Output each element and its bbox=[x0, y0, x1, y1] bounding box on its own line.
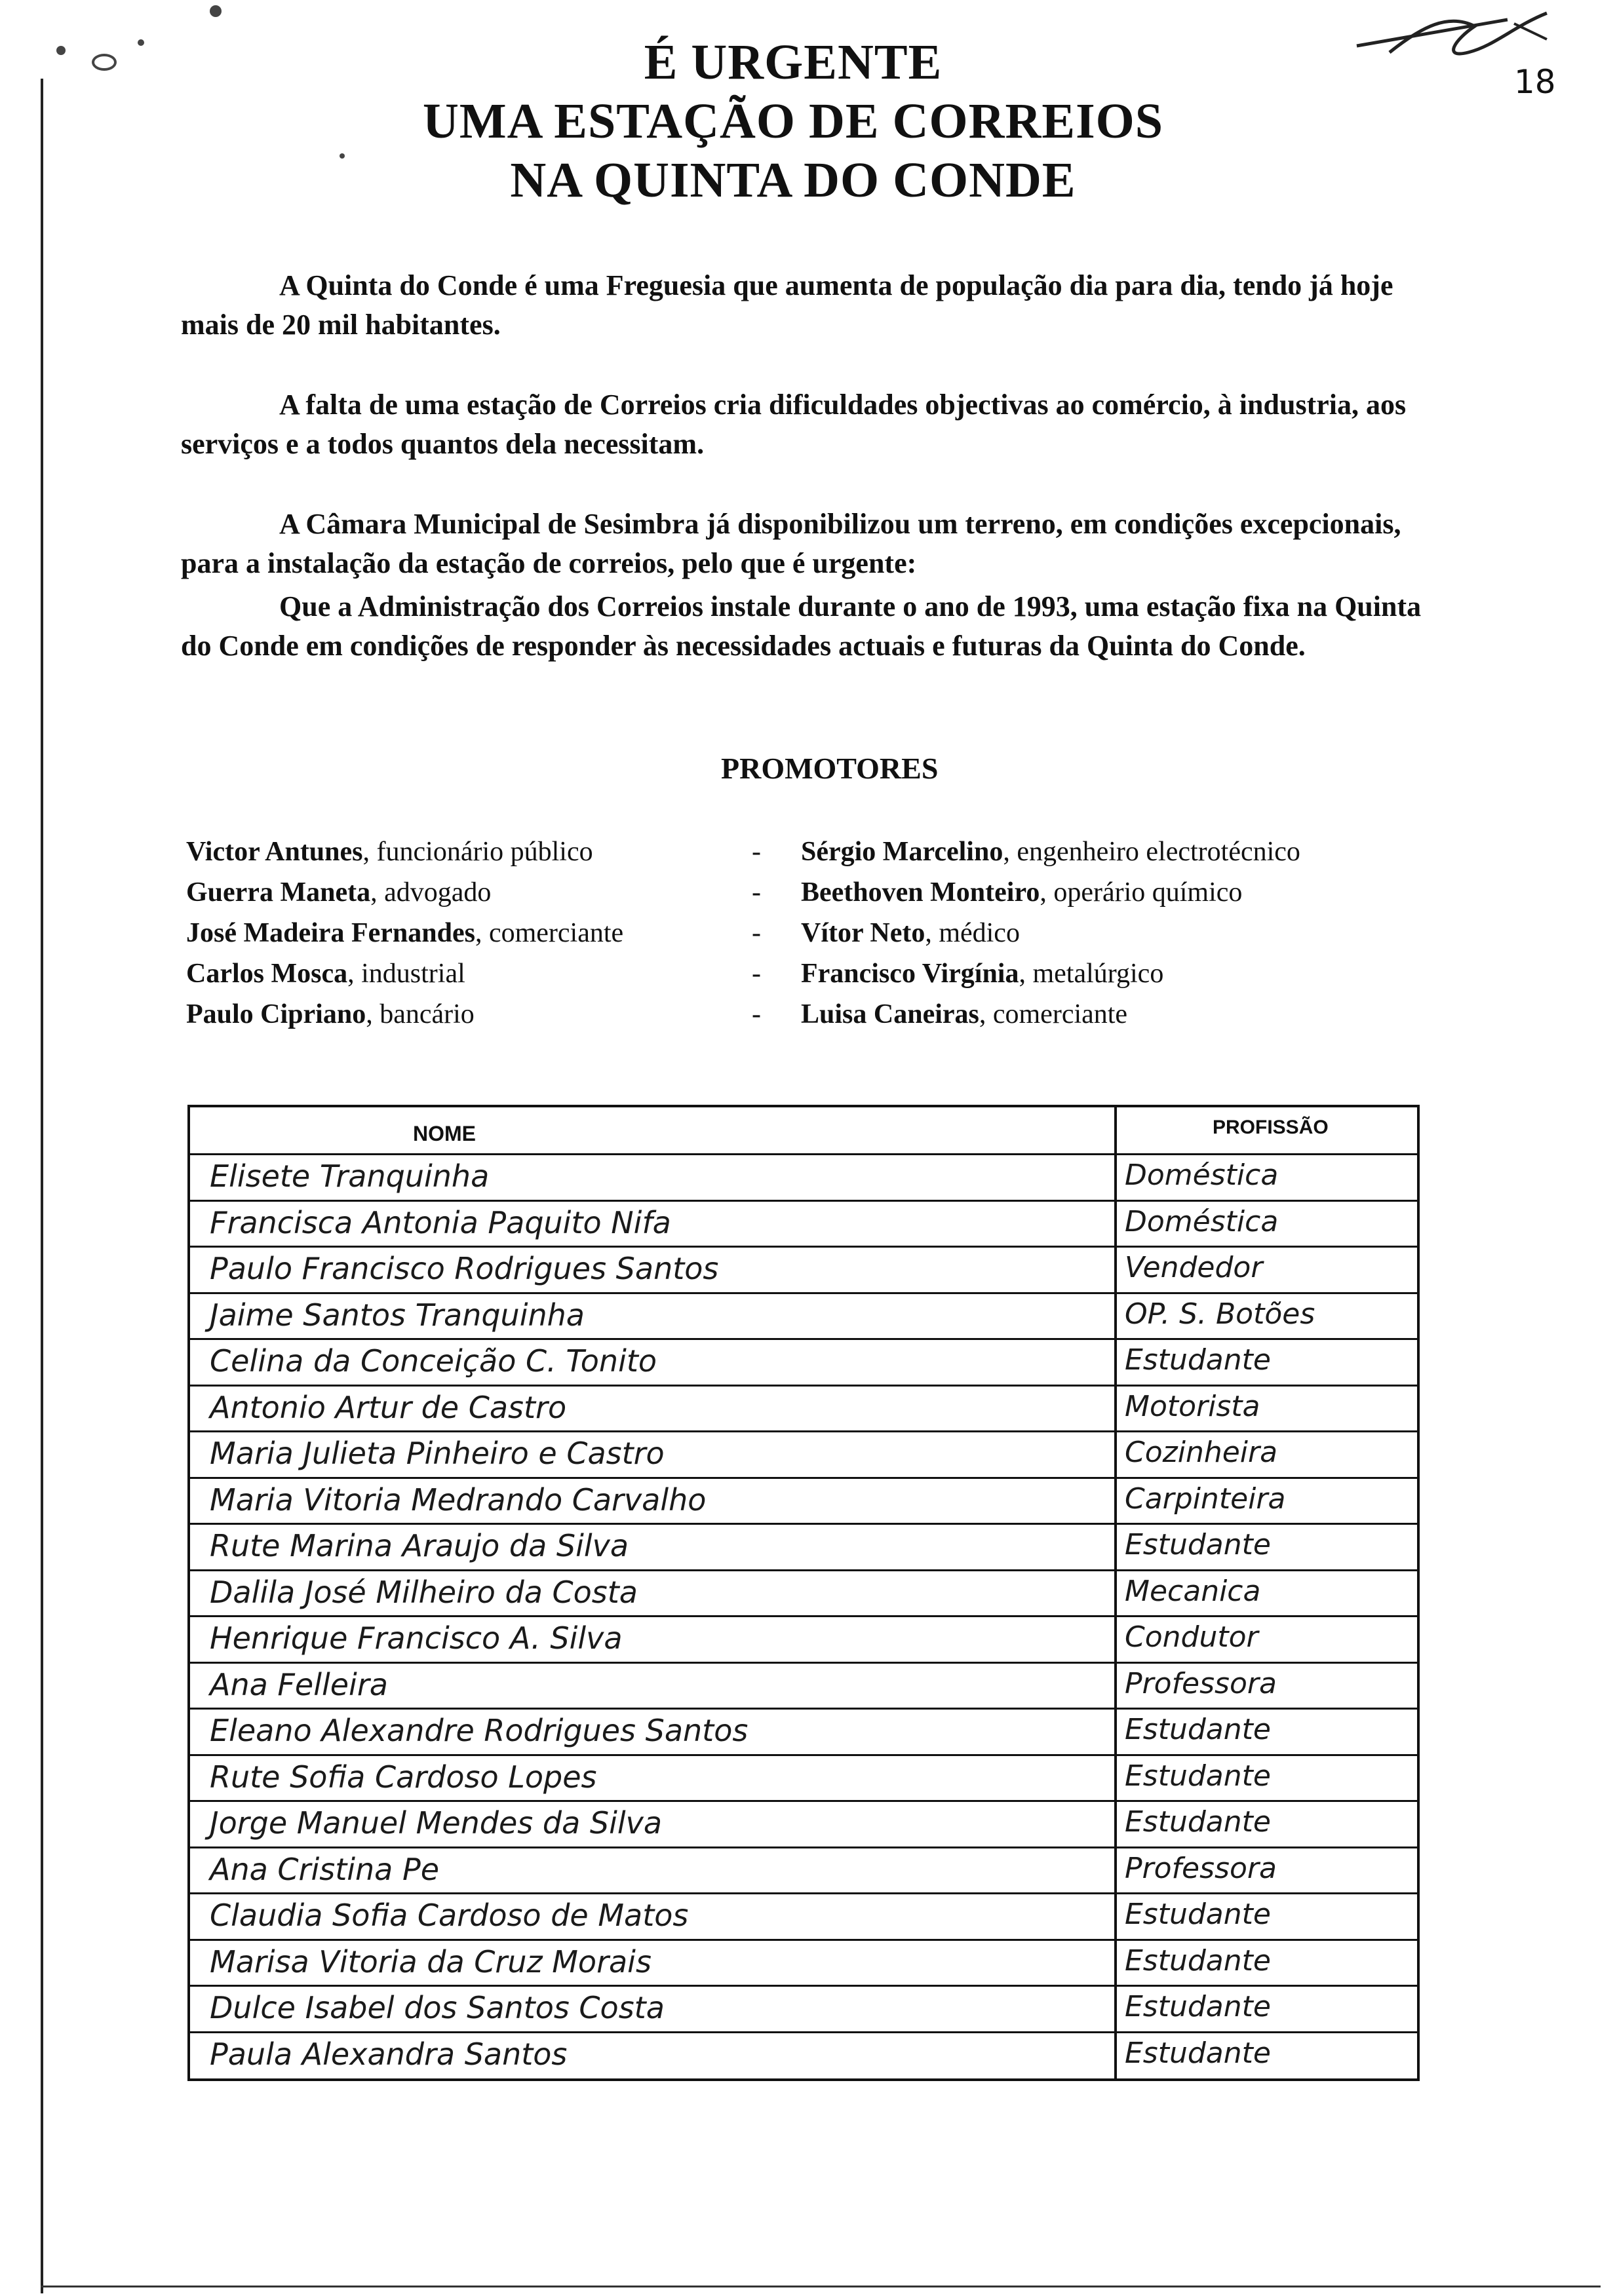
signature-profession: Estudante bbox=[1125, 1805, 1271, 1839]
promotor-name: José Madeira Fernandes bbox=[186, 918, 475, 948]
table-row-divider bbox=[190, 1292, 1417, 1294]
signature-name: Antonio Artur de Castro bbox=[210, 1389, 567, 1425]
promotor-separator: - bbox=[752, 837, 761, 867]
signature-profession: Estudante bbox=[1125, 1343, 1271, 1377]
signature-name: Elisete Tranquinha bbox=[210, 1158, 490, 1194]
table-row-divider bbox=[190, 1477, 1417, 1479]
signature-name: Ana Cristina Pe bbox=[210, 1851, 440, 1887]
signature-name: Celina da Conceição C. Tonito bbox=[210, 1343, 657, 1379]
signature-name: Paula Alexandra Santos bbox=[210, 2036, 568, 2072]
signature-profession: Estudante bbox=[1125, 1759, 1271, 1793]
promotor-role: , médico bbox=[925, 918, 1020, 948]
promotor-row bbox=[186, 999, 1431, 1039]
paragraph-request: Que a Administração dos Correios instale durante o ano de 1993, uma estação fixa na Quinta do Conde em condições de responder às necessidades actuais e futuras da Quinta do Conde. bbox=[181, 590, 1422, 662]
promotor-name: Paulo Cipriano bbox=[186, 999, 366, 1029]
promotor-separator: - bbox=[752, 918, 761, 948]
table-row-divider bbox=[190, 1153, 1417, 1155]
signature-name: Francisca Antonia Paquito Nifa bbox=[210, 1204, 671, 1240]
title-line-3: NA QUINTA DO CONDE bbox=[510, 153, 1076, 208]
promotor-name: Beethoven Monteiro bbox=[801, 877, 1040, 908]
scan-speck bbox=[92, 54, 117, 71]
document-title bbox=[367, 33, 1219, 210]
table-column-divider bbox=[1114, 1107, 1117, 2078]
table-row-divider bbox=[190, 2031, 1417, 2033]
scan-speck bbox=[138, 39, 144, 46]
signature-profession: Estudante bbox=[1125, 1528, 1271, 1561]
signature-name: Eleano Alexandre Rodrigues Santos bbox=[210, 1713, 749, 1748]
title-line-1: É URGENTE bbox=[644, 35, 943, 90]
signature-name: Dalila José Milheiro da Costa bbox=[210, 1574, 638, 1610]
title-line-2: UMA ESTAÇÃO DE CORREIOS bbox=[422, 94, 1164, 149]
signature-profession: Doméstica bbox=[1125, 1204, 1279, 1238]
promotor-name: Sérgio Marcelino bbox=[801, 837, 1003, 867]
table-row-divider bbox=[190, 1200, 1417, 1202]
promotor-role: , metalúrgico bbox=[1019, 959, 1164, 989]
table-row-divider bbox=[190, 1338, 1417, 1340]
signature-name: Maria Vitoria Medrando Carvalho bbox=[210, 1482, 707, 1518]
signature-name: Jorge Manuel Mendes da Silva bbox=[210, 1805, 663, 1841]
table-row-divider bbox=[190, 1246, 1417, 1248]
signature-profession: Doméstica bbox=[1125, 1158, 1279, 1192]
scan-speck bbox=[56, 46, 66, 55]
table-row-divider bbox=[190, 1385, 1417, 1387]
signature-name: Rute Sofia Cardoso Lopes bbox=[210, 1759, 597, 1795]
signature-profession: Estudante bbox=[1125, 1898, 1271, 1931]
signature-profession: Condutor bbox=[1125, 1620, 1258, 1654]
promotor-role: , bancário bbox=[366, 999, 475, 1029]
promotor-name: Francisco Virgínia bbox=[801, 959, 1019, 989]
signature-profession: Vendedor bbox=[1125, 1251, 1263, 1284]
signature-name: Rute Marina Araujo da Silva bbox=[210, 1528, 629, 1563]
promotor-role: , industrial bbox=[347, 959, 465, 989]
signature-name: Dulce Isabel dos Santos Costa bbox=[210, 1990, 665, 2025]
page-number: 18 bbox=[1514, 63, 1556, 101]
signature-profession: Cozinheira bbox=[1125, 1436, 1278, 1469]
signature-name: Henrique Francisco A. Silva bbox=[210, 1620, 623, 1656]
table-row-divider bbox=[190, 1523, 1417, 1525]
scan-speck bbox=[340, 153, 345, 159]
promotor-role: , comerciante bbox=[979, 999, 1128, 1029]
promotor-role: , funcionário público bbox=[362, 837, 593, 867]
paragraph-population: A Quinta do Conde é uma Freguesia que aumenta de população dia para dia, tendo já hoje mais de 20 mil habitantes. bbox=[181, 269, 1393, 341]
promotor-role: , engenheiro electrotécnico bbox=[1003, 837, 1300, 867]
signature-name: Ana Felleira bbox=[210, 1666, 388, 1702]
signature-profession: Professora bbox=[1125, 1851, 1277, 1885]
promotor-row bbox=[186, 958, 1431, 999]
signature-profession: Estudante bbox=[1125, 1713, 1271, 1746]
scan-speck bbox=[210, 5, 222, 17]
signature-profession: Mecanica bbox=[1125, 1574, 1261, 1608]
handwritten-initials-mark bbox=[1350, 0, 1560, 72]
table-row-divider bbox=[190, 1615, 1417, 1617]
table-row-divider bbox=[190, 1569, 1417, 1571]
table-header-name: NOME bbox=[413, 1122, 476, 1145]
signature-name: Maria Julieta Pinheiro e Castro bbox=[210, 1436, 665, 1471]
promotor-name: Luisa Caneiras bbox=[801, 999, 979, 1029]
promotor-role: , operário químico bbox=[1040, 877, 1243, 908]
signature-profession: Professora bbox=[1125, 1666, 1277, 1700]
signature-profession: Motorista bbox=[1125, 1389, 1260, 1423]
signature-profession: Estudante bbox=[1125, 1943, 1271, 1978]
table-header-profession: PROFISSÃO bbox=[1213, 1117, 1329, 1138]
signature-profession: OP. S. Botões bbox=[1125, 1297, 1315, 1331]
signature-name: Marisa Vitoria da Cruz Morais bbox=[210, 1943, 652, 1980]
promotor-separator: - bbox=[752, 999, 761, 1029]
signature-name: Jaime Santos Tranquinha bbox=[210, 1297, 585, 1333]
table-row-divider bbox=[190, 1892, 1417, 1894]
promotor-name: Victor Antunes bbox=[186, 837, 363, 867]
signature-table bbox=[187, 1105, 1420, 2081]
signature-name: Paulo Francisco Rodrigues Santos bbox=[210, 1251, 719, 1286]
signature-profession: Estudante bbox=[1125, 1990, 1271, 2023]
paragraph-lack-of-post-office: A falta de uma estação de Correios cria dificuldades objectivas ao comércio, à industria, aos serviços e a todos quantos dela necessitam. bbox=[181, 389, 1407, 460]
signature-profession: Estudante bbox=[1125, 2036, 1271, 2070]
promotor-role: , advogado bbox=[370, 877, 492, 908]
scan-bottom-edge bbox=[41, 2286, 1601, 2287]
promotor-row bbox=[186, 836, 1431, 877]
promotores-heading: PROMOTORES bbox=[721, 752, 939, 785]
promotor-role: , comerciante bbox=[475, 918, 624, 948]
scan-left-edge bbox=[41, 79, 43, 2293]
promotor-name: Vítor Neto bbox=[801, 918, 925, 948]
promotor-separator: - bbox=[752, 959, 761, 989]
promotor-row bbox=[186, 917, 1431, 958]
table-row-divider bbox=[190, 1985, 1417, 1987]
table-row-divider bbox=[190, 1708, 1417, 1710]
table-row-divider bbox=[190, 1430, 1417, 1432]
promotor-separator: - bbox=[752, 877, 761, 908]
table-row-divider bbox=[190, 1754, 1417, 1756]
promotor-row bbox=[186, 877, 1431, 917]
paragraph-municipal-land: A Câmara Municipal de Sesimbra já disponibilizou um terreno, em condições excepcionais, para a instalação da estação de correios, pelo que é urgente: bbox=[181, 508, 1401, 579]
promotor-name: Carlos Mosca bbox=[186, 959, 348, 989]
table-row-divider bbox=[190, 1846, 1417, 1848]
signature-profession: Carpinteira bbox=[1125, 1482, 1286, 1516]
table-row-divider bbox=[190, 1939, 1417, 1941]
table-row-divider bbox=[190, 1800, 1417, 1802]
promotor-name: Guerra Maneta bbox=[186, 877, 371, 908]
signature-name: Claudia Sofia Cardoso de Matos bbox=[210, 1898, 689, 1933]
table-row-divider bbox=[190, 1662, 1417, 1664]
